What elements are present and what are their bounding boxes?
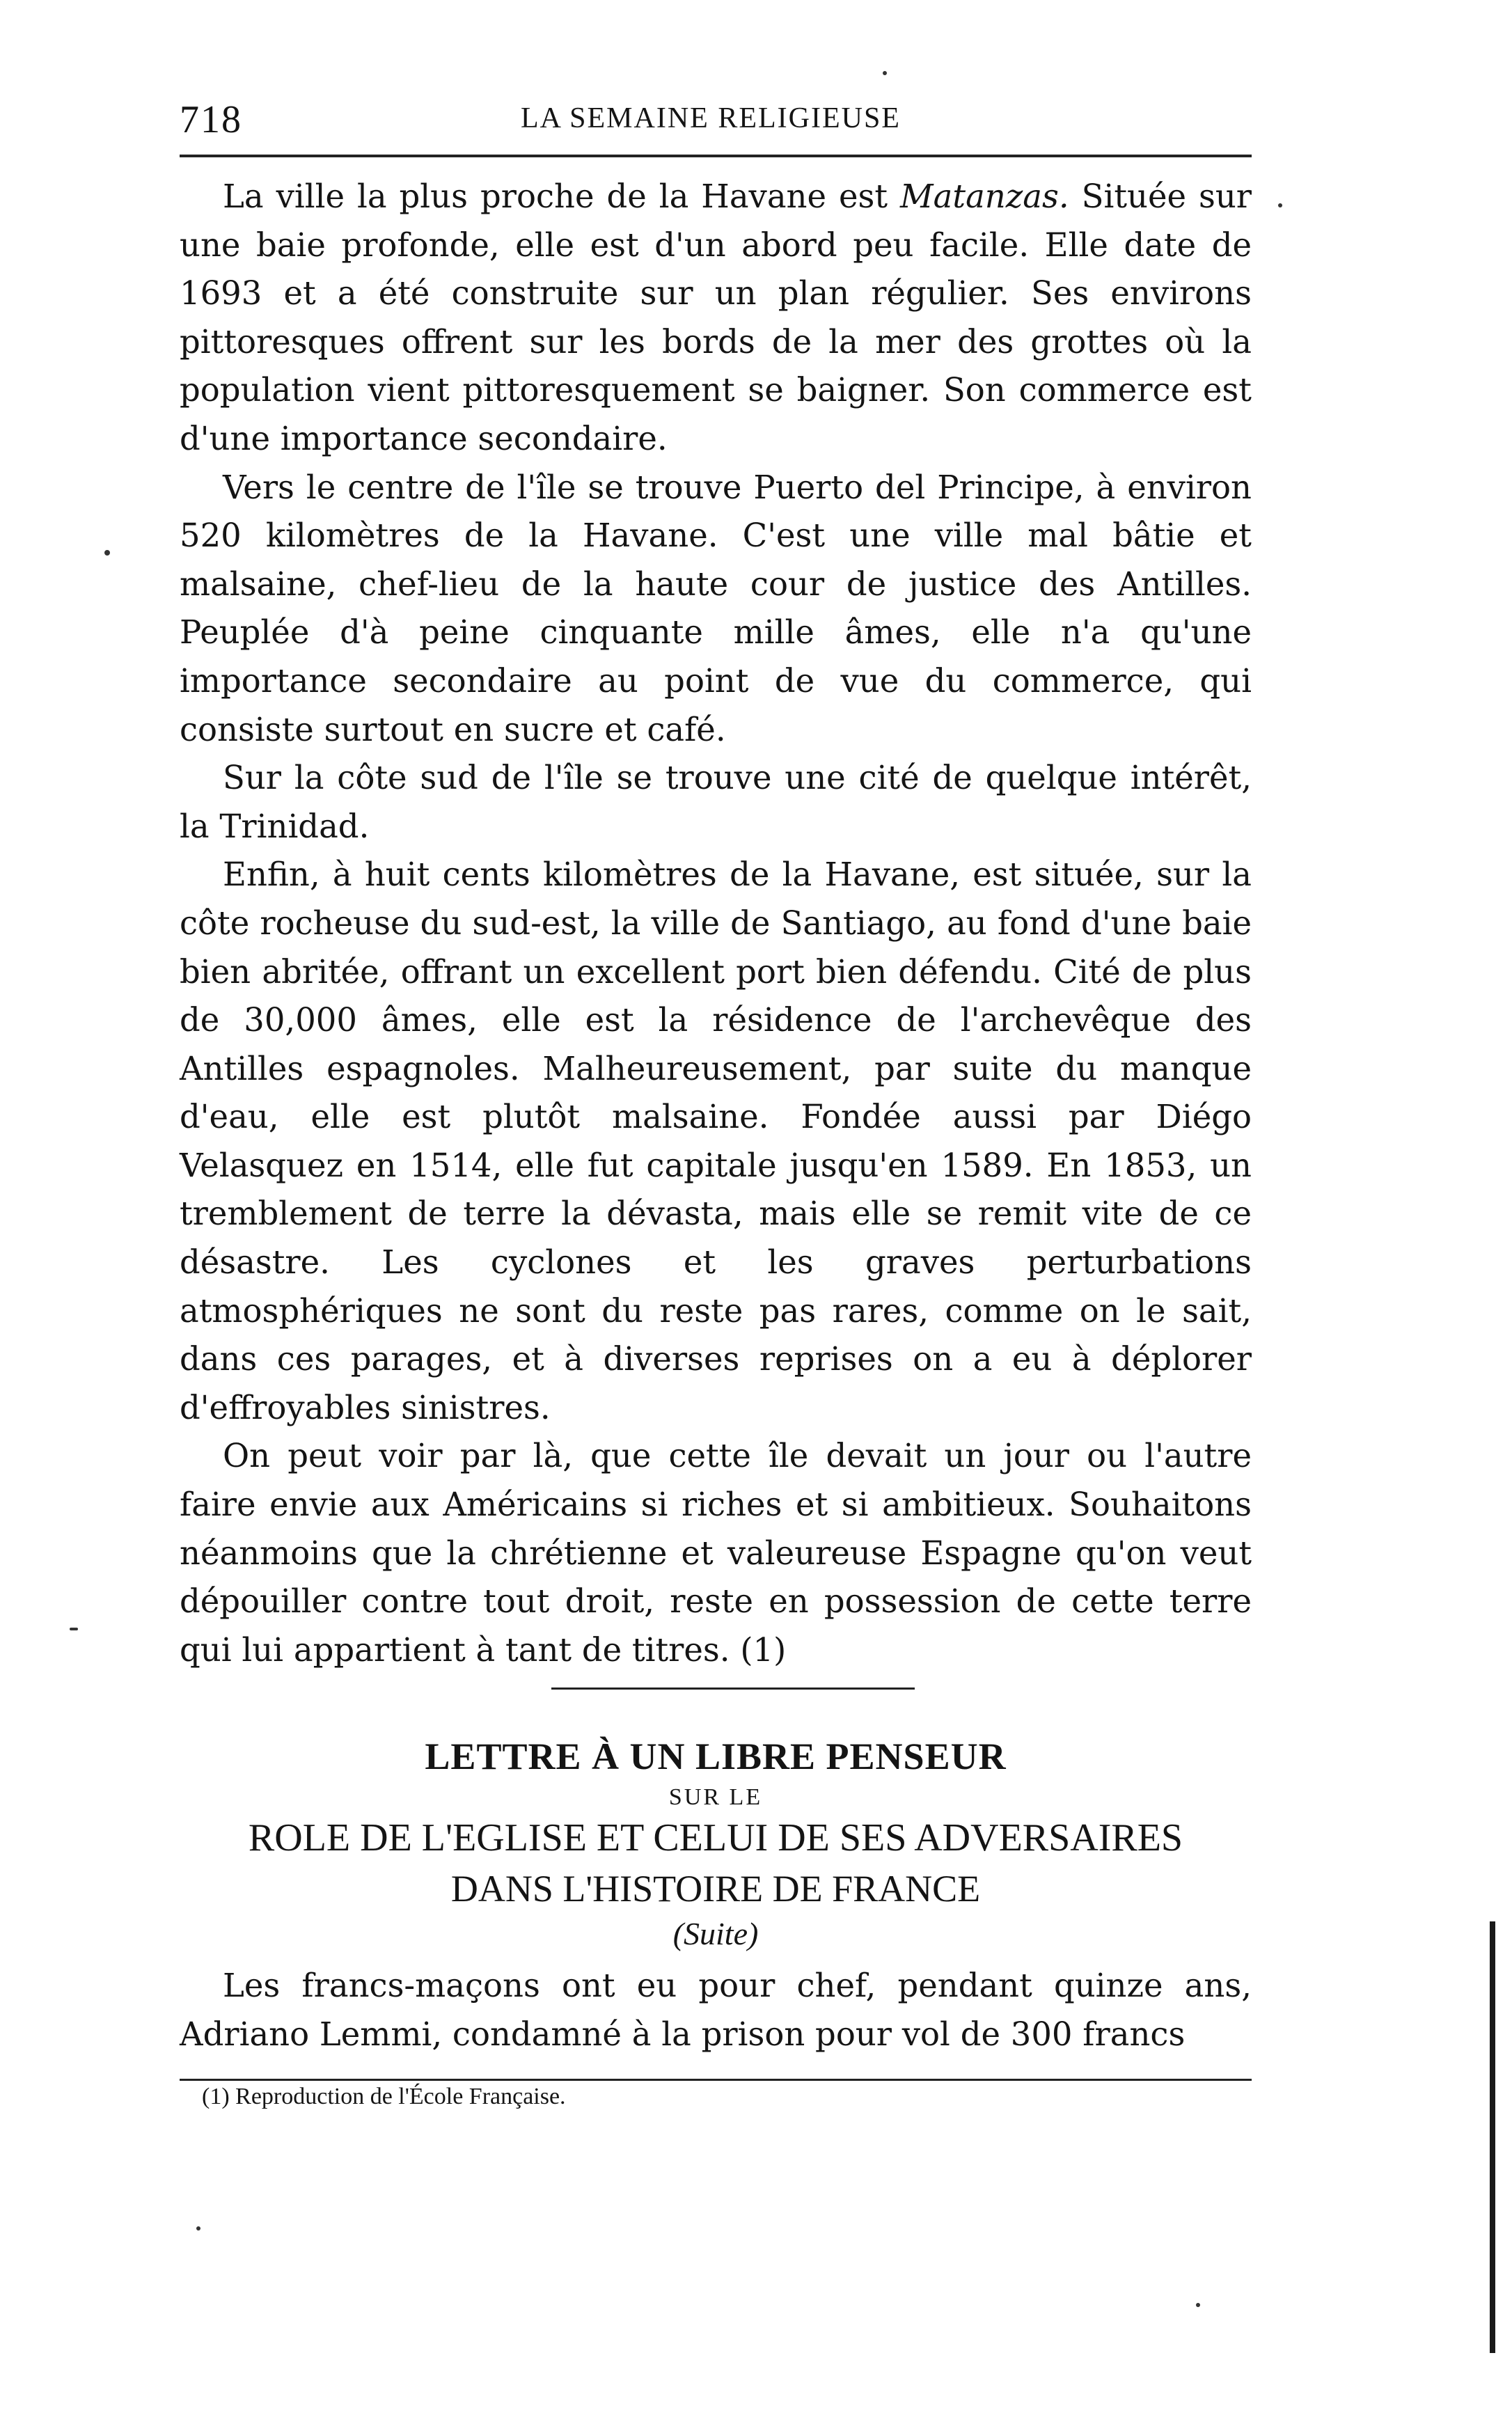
section-title-line: DANS L'HISTOIRE DE FRANCE (450, 1868, 981, 1910)
section-title (180, 1730, 1252, 1954)
scan-speck (70, 1628, 78, 1630)
section-divider (551, 1687, 915, 1690)
italic-place-name: Matanzas. (900, 178, 1069, 215)
footnote: (1) Reproduction de l'École Française. (202, 2084, 566, 2109)
running-title: LA SEMAINE RELIGIEUSE (521, 102, 901, 134)
scan-speck (1196, 2303, 1200, 2307)
running-header (180, 97, 1252, 146)
scan-speck (883, 71, 887, 75)
scan-speck (1278, 203, 1282, 207)
footnote-rule (180, 2079, 1252, 2081)
paragraph: La ville la plus proche de la Havane est Matanzas. Située sur une baie profonde, elle est d'un abord peu facile. Elle date de 1693 et a été construite sur un plan régulier. Ses environs pittoresques offrent sur les bords de la mer des grottes où la population vient pittoresquement se baigner. Son commerce est d'une importance secondaire. (180, 178, 1252, 457)
paragraph: On peut voir par là, que cette île devait un jour ou l'autre faire envie aux Américains si riches et si ambitieux. Souhaitons néanmoins que la chrétienne et valeureuse Espagne qu'on veut dépouiller contre tout droit, reste en possession de cette terre qui lui appartient à tant de titres. (1) (180, 1437, 1252, 1669)
section-body (180, 1962, 1252, 2059)
header-rule (180, 155, 1252, 157)
paragraph: Vers le centre de l'île se trouve Puerto del Principe, à environ 520 kilomètres de la Havane. C'est une ville mal bâtie et malsaine, chef-lieu de la haute cour de justice des Antilles. Peuplée d'à peine cinquante mille âmes, elle n'a qu'une importance secondaire au point de vue du commerce, qui consiste surtout en sucre et café. (180, 468, 1252, 748)
paragraph: Les francs-maçons ont eu pour chef, pendant quinze ans, Adriano Lemmi, condamné à la prison pour vol de 300 francs (180, 1967, 1252, 2053)
paragraph: Enfin, à huit cents kilomètres de la Havane, est située, sur la côte rocheuse du sud-est, la ville de Santiago, au fond d'une baie bien abritée, offrant un excellent port bien défendu. Cité de plus de 30,000 âmes, elle est la résidence de l'archevêque des Antilles espagnoles. Malheureusement, par suite du manque d'eau, elle est plutôt malsaine. Fondée aussi par Diégo Velasquez en 1514, elle fut capitale jusqu'en 1589. En 1853, un tremblement de terre la dévasta, mais elle se remit vite de ce désastre. Les cyclones et les graves perturbations atmosphériques ne sont du reste pas rares, comme on le sait, dans ces parages, et à diverses reprises on a eu à déplorer d'effroyables sinistres. (180, 856, 1252, 1426)
scan-speck (196, 2226, 200, 2231)
paragraph: Sur la côte sud de l'île se trouve une cité de quelque intérêt, la Trinidad. (180, 759, 1252, 845)
section-title-line: SUR LE (668, 1784, 763, 1810)
section-title-line: LETTRE À UN LIBRE PENSEUR (425, 1736, 1007, 1777)
page-number: 718 (180, 98, 242, 141)
continued-label: (Suite) (672, 1916, 759, 1951)
scan-speck (104, 550, 110, 556)
section-title-line: ROLE DE L'EGLISE ET CELUI DE SES ADVERSAIRES (248, 1816, 1183, 1859)
article-body (180, 173, 1252, 1674)
scan-edge-mark (1490, 1921, 1495, 2353)
